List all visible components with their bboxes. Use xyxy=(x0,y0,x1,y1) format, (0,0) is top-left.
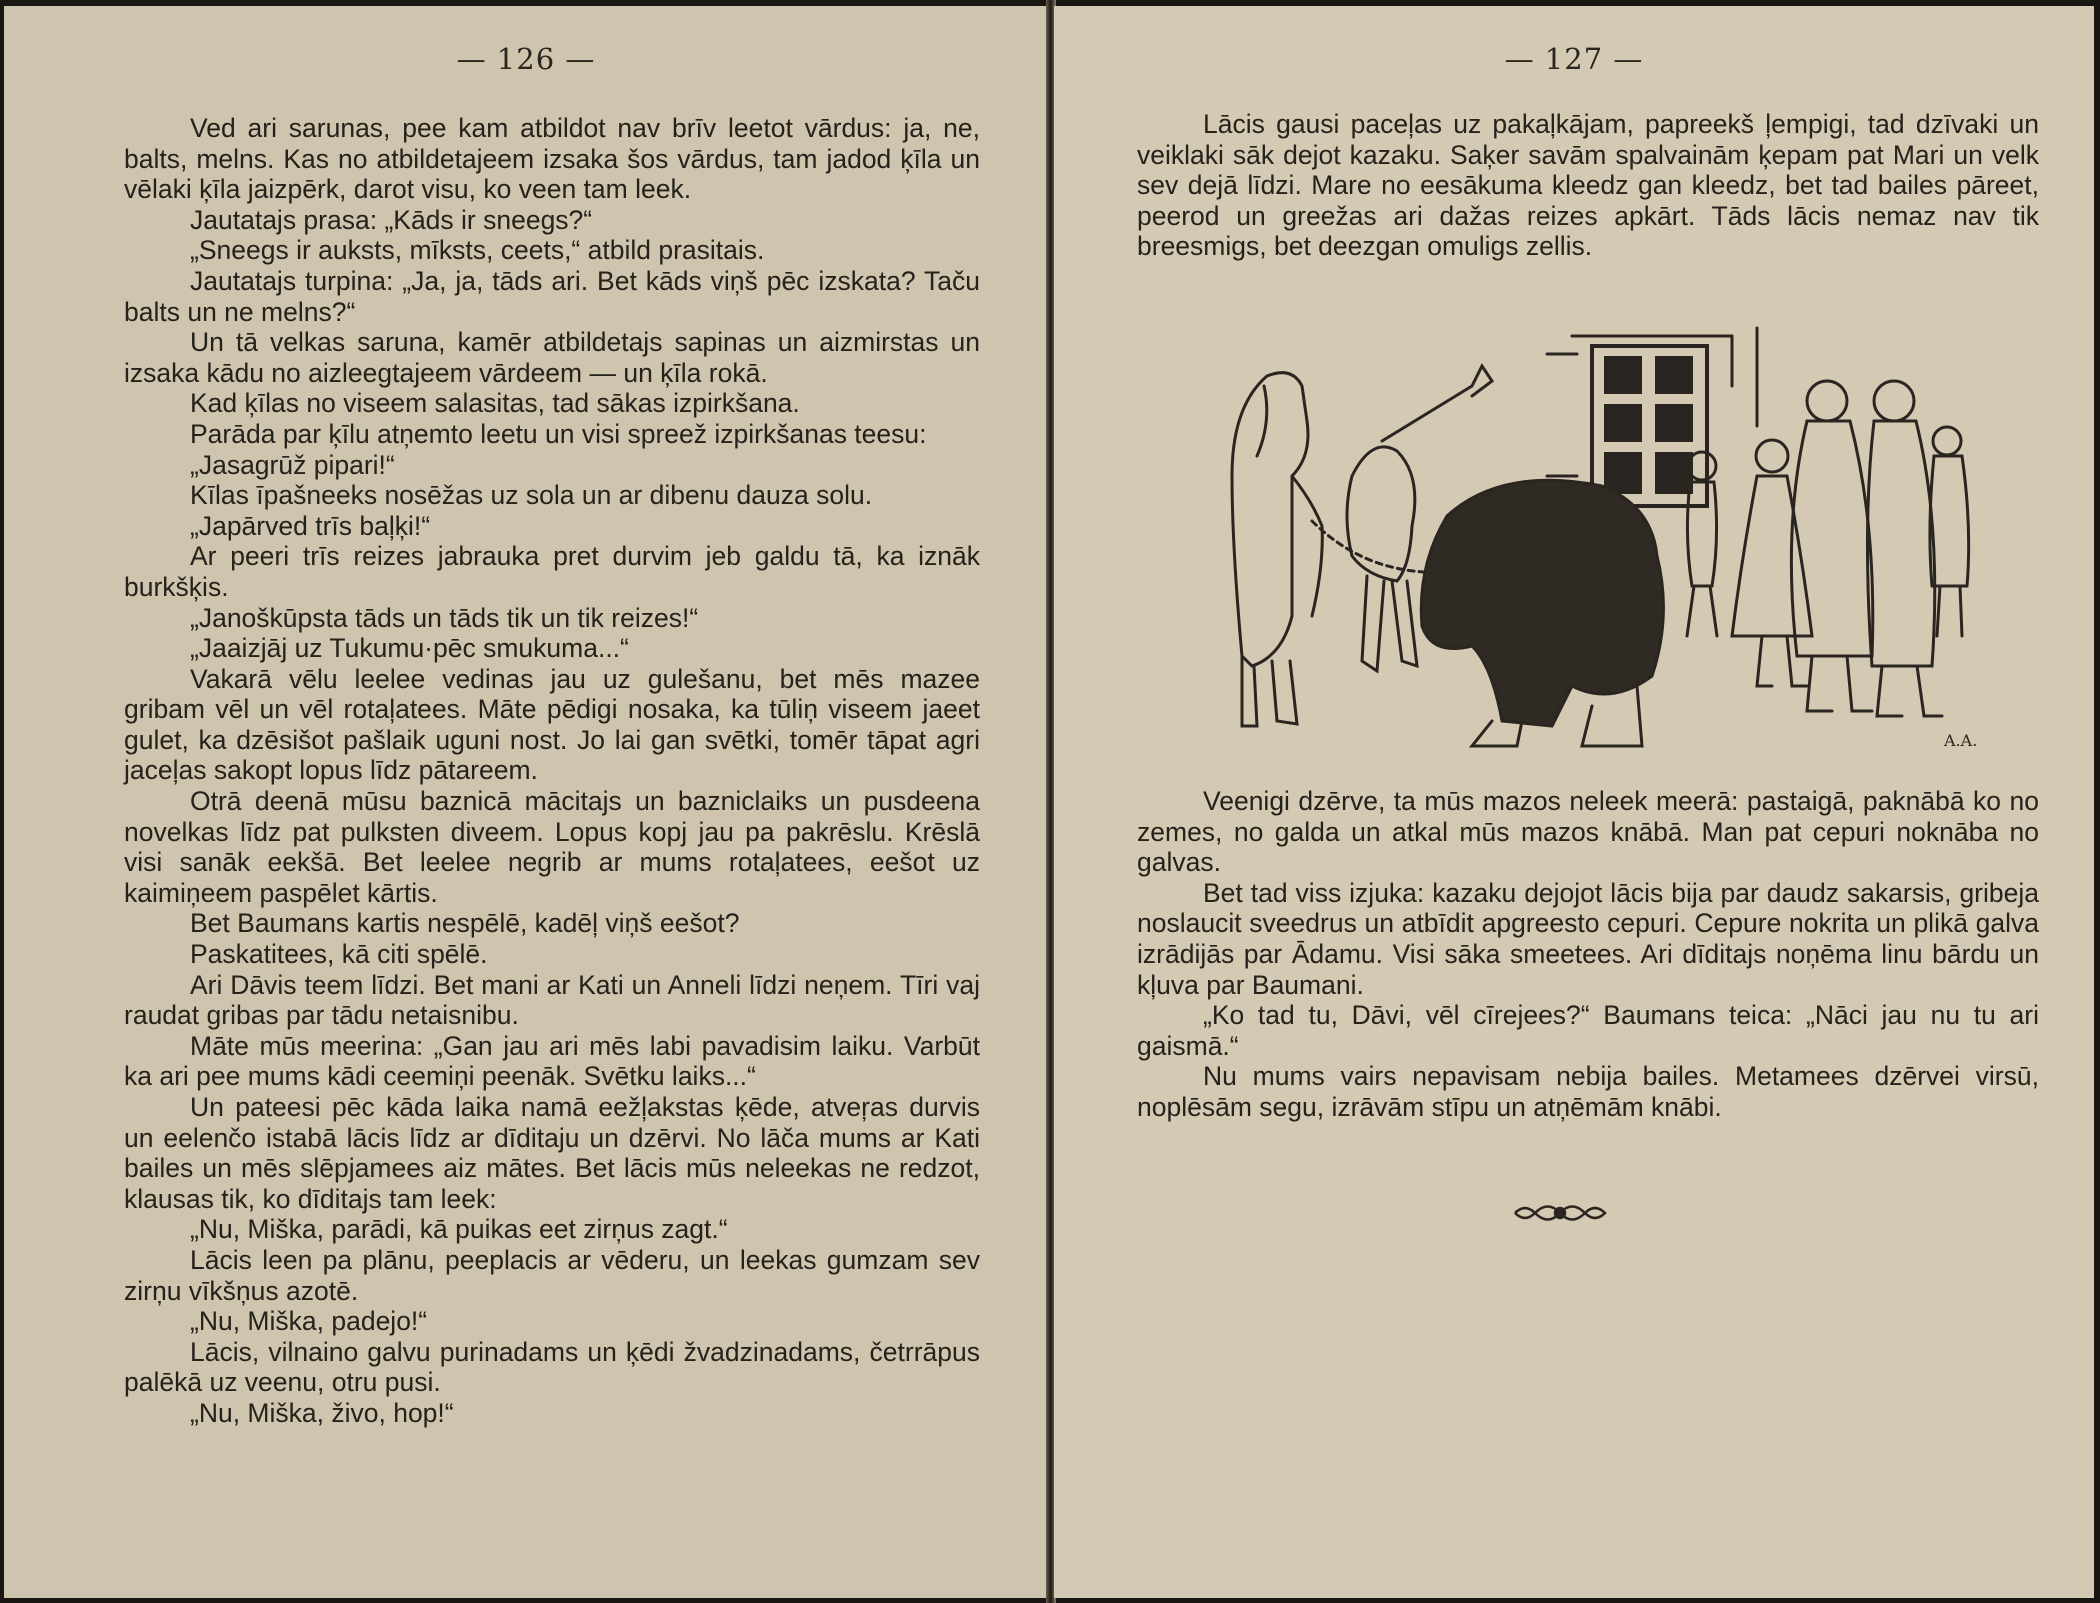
paragraph: „Ko tad tu, Dāvi, vēl cīrejees?“ Baumans teica: „Nāci jau nu tu ari gaismā.“ xyxy=(1137,1000,2039,1061)
paragraph: Otrā deenā mūsu baznicā mācitajs un bazniclaiks un pusdeena novelkas līdz pat pulksten diveem. Lopus kopj jau pa pakrēslu. Krēslā visi sanāk eekšā. Bet leelee negrib ar mums rotaļatees, eešot uz kaimiņeem paspēlet kārtis. xyxy=(124,786,980,908)
paragraph: Veenigi dzērve, ta mūs mazos neleek meerā: pastaigā, paknābā ko no zemes, no galda un atkal mūs mazos knābā. Man pat cepuri noknāba no galvas. xyxy=(1137,786,2039,878)
paragraph: Parāda par ķīlu atņemto leetu un visi spreež izpirkšanas teesu: xyxy=(190,418,927,449)
paragraph: Ar peeri trīs reizes jabrauka pret durvim jeb galdu tā, ka iznāk burkšķis. xyxy=(124,541,980,602)
paragraph: Un tā velkas saruna, kamēr atbildetajs sapinas un aizmirstas un izsaka kādu no aizleegtajeem vārdeem — un ķīla rokā. xyxy=(124,327,980,388)
paragraph: „Japārved trīs baļķi!“ xyxy=(190,510,431,541)
paragraph: „Nu, Miška, padejo!“ xyxy=(190,1306,428,1337)
fleuron-ornament-icon xyxy=(1510,1198,1610,1228)
paragraph: „Nu, Miška, parādi, kā puikas eet zirņus zagt.“ xyxy=(190,1214,728,1245)
paragraph: Lācis, vilnaino galvu purinadams un ķēdi žvadzinadams, četrrāpus palēkā uz veenu, otru pusi. xyxy=(124,1336,980,1398)
paragraph: „Nu, Miška, živo, hop!“ xyxy=(190,1397,454,1428)
paragraph: Lācis gausi paceļas uz pakaļkājam, papreekš ļempigi, tad dzīvaki un veiklaki sāk dejot kazaku. Saķer savām spalvainām ķepam pat Mari un velk sev dejā līdzi. Mare no eesākuma kleedz gan kleedz, bet tad bailes pāreet, peerod un greežas ari dažas reizes apkārt. Tāds lācis nemaz nav tik breesmigs, bet deezgan omuligs zellis. xyxy=(1137,109,2039,262)
paragraph: Jautatajs prasa: „Kāds ir sneegs?“ xyxy=(190,204,593,235)
paragraph: Ari Dāvis teem līdzi. Bet mani ar Kati un Anneli līdzi neņem. Tīri vaj raudat gribas par tādu netaisnibu. xyxy=(124,969,980,1031)
paragraph: Bet tad viss izjuka: kazaku dejojot lācis bija par daudz sakarsis, gribeja noslaucit sveedrus un atbīdit apgreesto cepuri. Cepure nokrita un plikā galva izrādijās par Ādamu. Visi sāka smeetees. Ari dīditajs noņēma linu bārdu un kļuva par Baumani. xyxy=(1137,877,2039,1000)
left-page xyxy=(4,6,1048,1598)
paragraph: „Sneegs ir auksts, mīksts, ceets,“ atbild prasitais. xyxy=(190,235,765,266)
paragraph: Lācis leen pa plānu, peeplacis ar vēderu, un leekas gumzam sev zirņu vīkšņus azotē. xyxy=(124,1244,980,1306)
paragraph: Māte mūs meerina: „Gan jau ari mēs labi pavadisim laiku. Varbūt ka ari pee mums kādi ceemiņi peenāk. Svētku laiks...“ xyxy=(124,1030,980,1092)
paragraph: Paskatitees, kā citi spēlē. xyxy=(190,939,488,970)
paragraph: Bet Baumans kartis nespēlē, kadēļ viņš eešot? xyxy=(190,908,740,939)
paragraph: „Jasagrūž pipari!“ xyxy=(190,449,395,480)
paragraph: Ved ari sarunas, pee kam atbildot nav brīv leetot vārdus: ja, ne, balts, melns. Kas no atbildetajeem izsaka šos vārdus, tam jadod ķīla un vēlaki ķīla jaizpērk, darot visu, ko veen tam leek. xyxy=(124,113,980,205)
right-page xyxy=(1054,6,2094,1598)
dancing-bear-illustration xyxy=(1172,326,2012,786)
paragraph: Jautatajs turpina: „Ja, ja, tāds ari. Bet kāds viņš pēc izskata? Taču balts un ne melns?“ xyxy=(124,265,980,327)
right-page-text-top xyxy=(1137,109,2039,262)
paragraph: Kīlas īpašneeks nosēžas uz sola un ar dibenu dauza solu. xyxy=(190,480,873,511)
paragraph: „Janoškūpsta tāds un tāds tik un tik reizes!“ xyxy=(190,602,699,633)
paragraph: Un pateesi pēc kāda laika namā eežļakstas ķēde, atveŗas durvis un eelenčo istabā lācis līdz ar dīditaju un dzērvi. No lāča mums ar Kati bailes un mēs slēpjamees aiz mātes. Bet lācis mūs neleekas ne redzot, klausas tik, ko dīditajs tam leek: xyxy=(124,1092,980,1214)
right-page-text-bottom xyxy=(1137,786,2039,1123)
paragraph: „Jaaizjāj uz Tukumu·pēc smukuma...“ xyxy=(190,633,629,664)
paragraph: Vakarā vēlu leelee vedinas jau uz gulešanu, bet mēs mazee gribam vēl un vēl rotaļatees. Māte pēdigi nosaka, ka tūliņ viseem jaeet gulet, ka dzēsišot pašlaik uguni nost. Jo lai gan svētki, tomēr tāpat agri jaceļas sakopt lopus līdz pātareem. xyxy=(124,663,980,786)
illustration-signature: A.A. xyxy=(1944,731,1978,750)
left-page-text xyxy=(124,113,980,1429)
page-number-left: — 126 — xyxy=(456,42,596,76)
paragraph: Nu mums vairs nepavisam nebija bailes. Metamees dzērvei virsū, noplēsām segu, izrāvām stīpu un atņēmām knābi. xyxy=(1137,1061,2039,1122)
page-number-right: — 127 — xyxy=(1504,42,1644,76)
paragraph: Kad ķīlas no viseem salasitas, tad sākas izpirkšana. xyxy=(190,388,800,419)
